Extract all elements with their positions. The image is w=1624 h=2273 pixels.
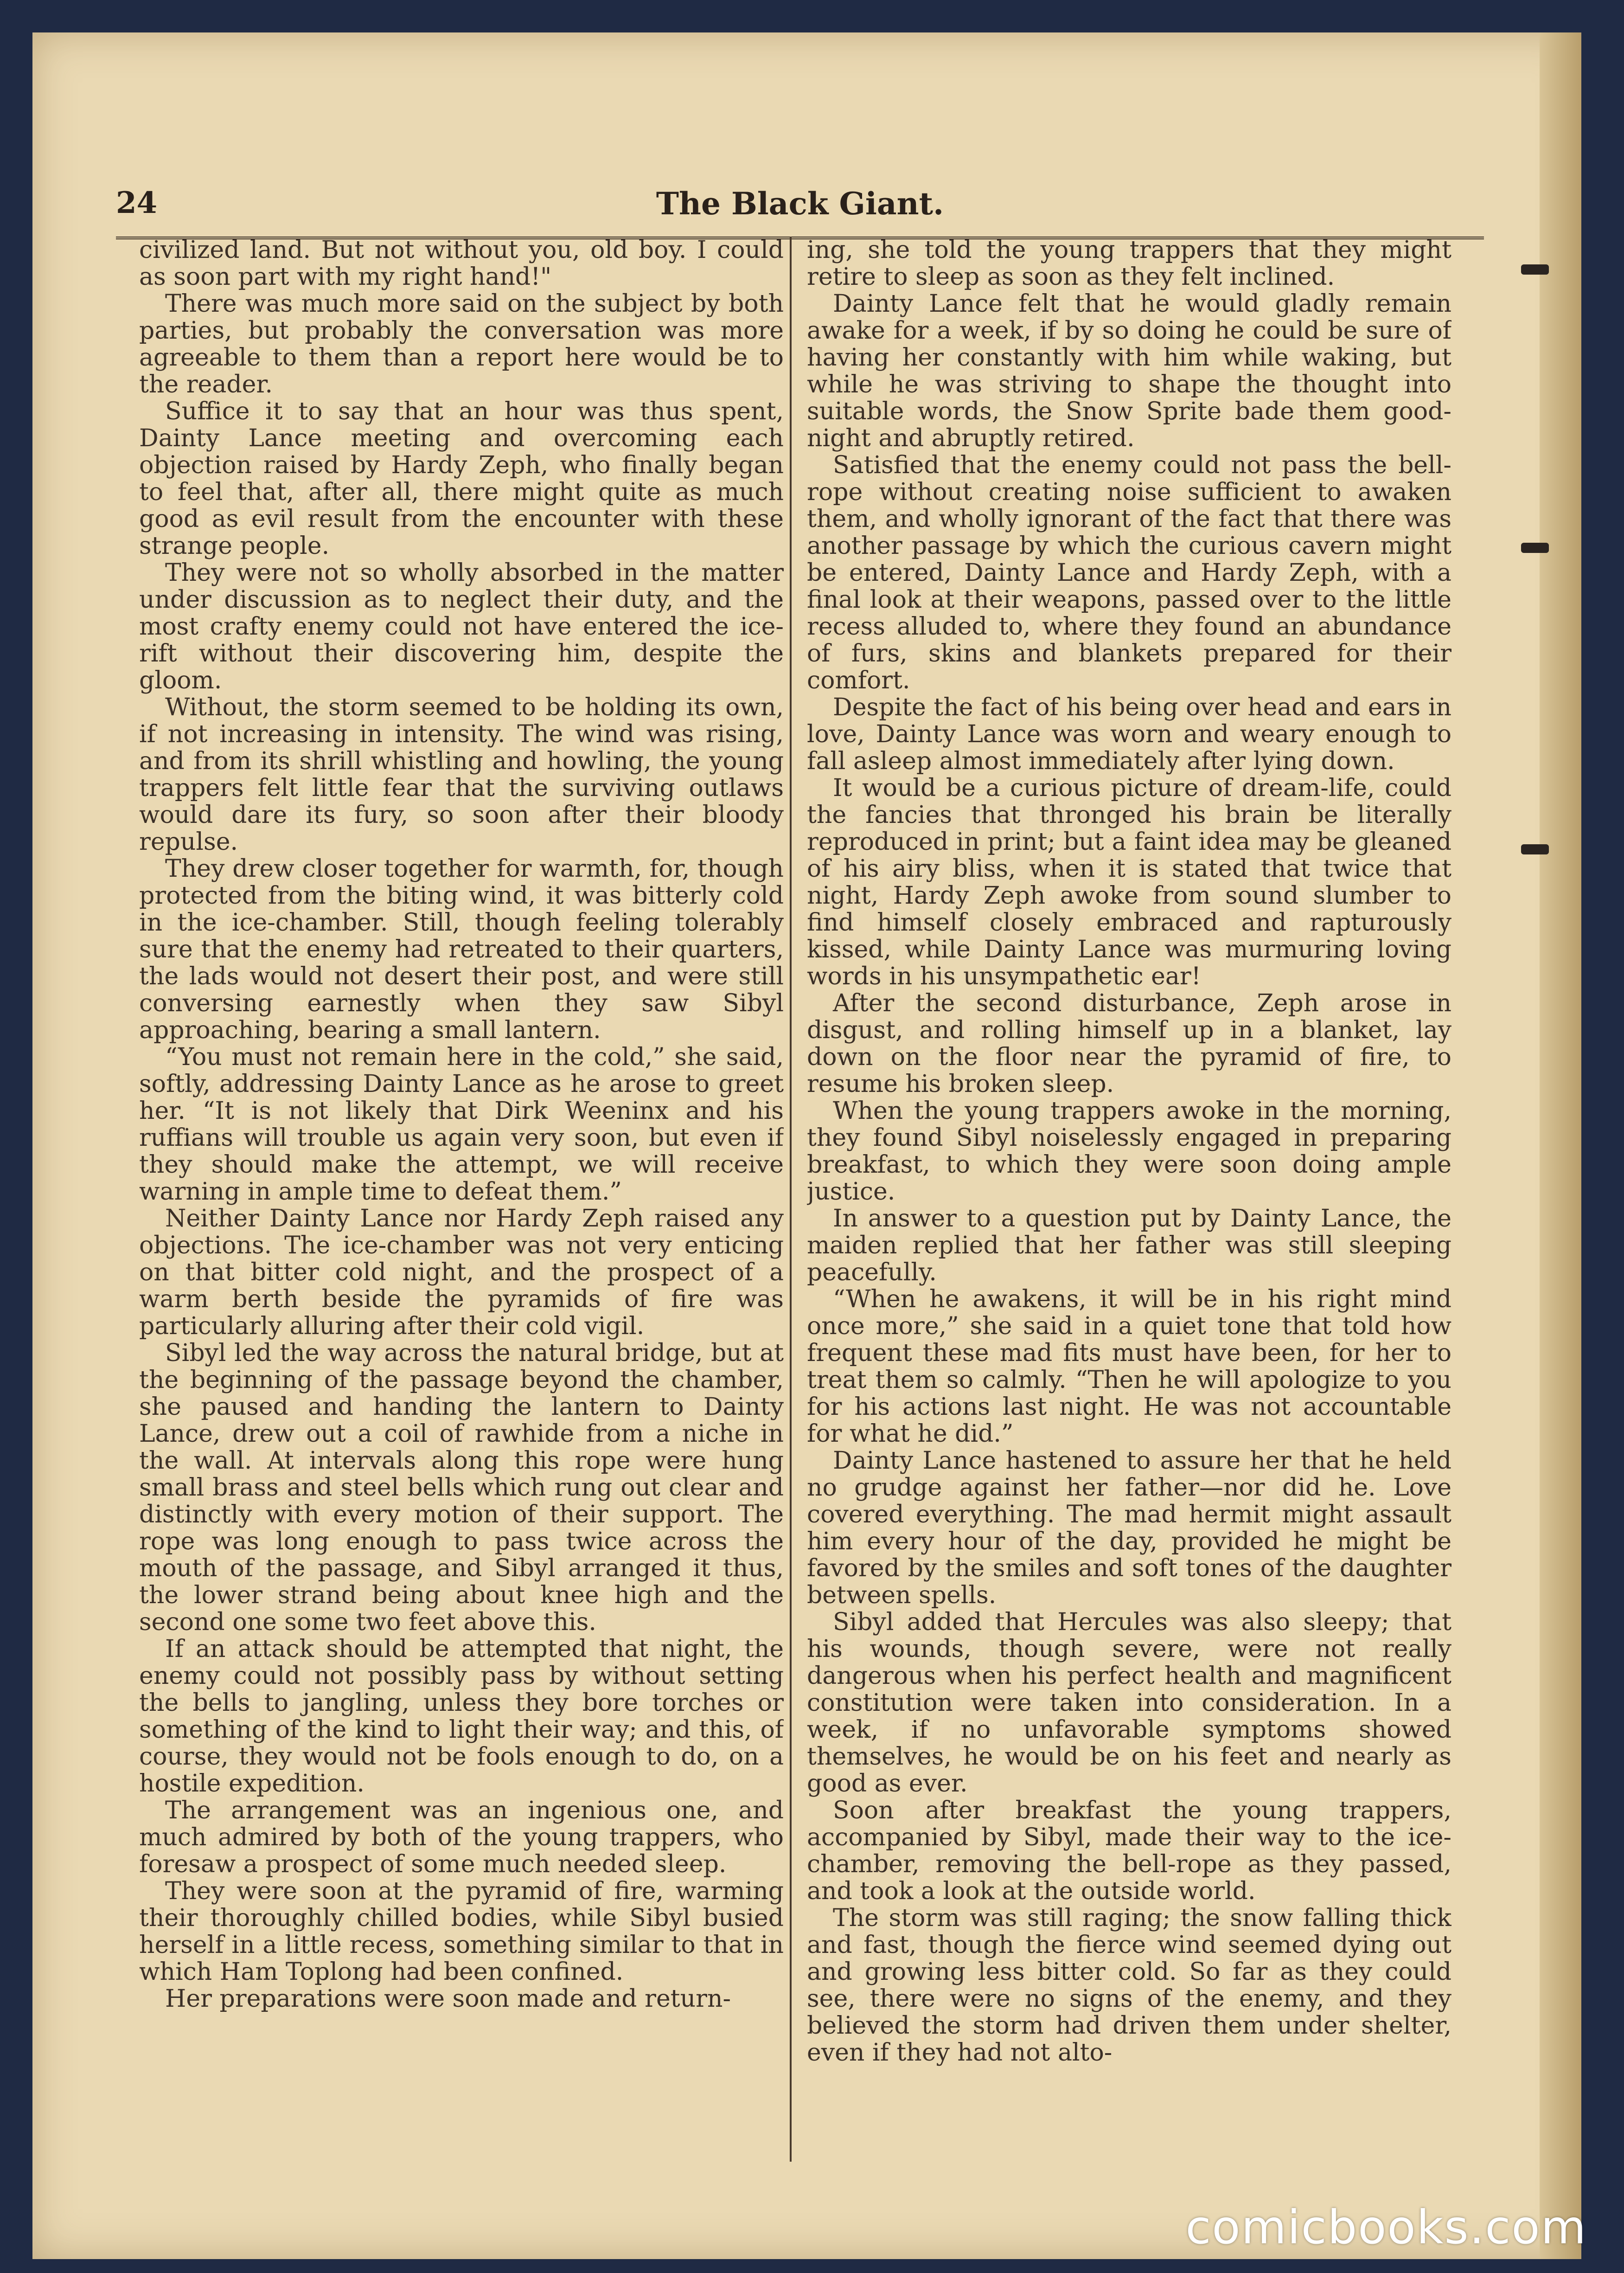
paragraph: When the young trappers awoke in the morning, they found Sibyl noiselessly engaged in preparing breakfast, to which they were soon doing ample justice. [807,1097,1451,1206]
paragraph: They drew closer together for warmth, for, though protected from the biting wind, it was bitterly cold in the ice-chamber. Still, though feeling tolerably sure that the enemy had retreated to their quarters, the lads would not desert their post, and were still conversing earnestly when they saw Sibyl approaching, bearing a small lantern. [139,855,784,1044]
running-header [116,186,1484,239]
page-spine [1540,32,1581,2259]
paragraph: They were soon at the pyramid of fire, warming their thoroughly chilled bodies, while Sibyl busied herself in a little recess, something similar to that in which Ham Toplong had been confined. [139,1877,784,1986]
paragraph: ing, she told the young trappers that they might retire to sleep as soon as they felt inclined. [807,237,1451,291]
left-column [139,237,784,2162]
binding-stitch [1521,264,1549,275]
paragraph: In answer to a question put by Dainty Lance, the maiden replied that her father was still sleeping peacefully. [807,1205,1451,1286]
paragraph: Dainty Lance hastened to assure her that he held no grudge against her father—nor did he. Love covered everything. The mad hermit might assault him every hour of the day, provided he might be favored by the smiles and soft tones of the daughter between spells. [807,1447,1451,1609]
paragraph: civilized land. But not without you, old boy. I could as soon part with my right hand!" [139,237,784,291]
paragraph: If an attack should be attempted that night, the enemy could not possibly pass by without setting the bells to jangling, unless they bore torches or something of the kind to light their way; and this, of course, they would not be fools enough to do, on a hostile expedition. [139,1635,784,1798]
paragraph: The storm was still raging; the snow falling thick and fast, though the fierce wind seemed dying out and growing less bitter cold. So far as they could see, there were no signs of the enemy, and they believed the storm had driven them under shelter, even if they had not alto- [807,1904,1451,2067]
site-watermark: comicbooks.com [1185,2200,1587,2254]
paragraph: After the second disturbance, Zeph arose in disgust, and rolling himself up in a blanket, lay down on the floor near the pyramid of fire, to resume his broken sleep. [807,989,1451,1098]
paragraph: Dainty Lance felt that he would gladly remain awake for a week, if by so doing he could be sure of having her constantly with him while waking, but while he was striving to shape the thought into suitable words, the Snow Sprite bade them good-night and abruptly retired. [807,290,1451,452]
column-divider [790,237,792,2162]
paragraph: Soon after breakfast the young trappers, accompanied by Sibyl, made their way to the ice-chamber, removing the bell-rope as they passed, and took a look at the outside world. [807,1797,1451,1905]
paragraph: The arrangement was an ingenious one, and much admired by both of the young trappers, who foresaw a prospect of some much needed sleep. [139,1797,784,1878]
paragraph: Suffice it to say that an hour was thus spent, Dainty Lance meeting and overcoming each objection raised by Hardy Zeph, who finally began to feel that, after all, there might quite as much good as evil result from the encounter with these strange people. [139,398,784,560]
paragraph: Satisfied that the enemy could not pass the bell-rope without creating noise sufficient to awaken them, and wholly ignorant of the fact that there was another passage by which the curious cavern might be entered, Dainty Lance and Hardy Zeph, with a final look at their weapons, passed over to the little recess alluded to, where they found an abundance of furs, skins and blankets prepared for their comfort. [807,451,1451,694]
paragraph: Neither Dainty Lance nor Hardy Zeph raised any objections. The ice-chamber was not very enticing on that bitter cold night, and the prospect of a warm berth beside the pyramids of fire was particularly alluring after their cold vigil. [139,1205,784,1340]
paragraph: They were not so wholly absorbed in the matter under discussion as to neglect their duty, and the most crafty enemy could not have entered the ice-rift without their discovering him, despite the gloom. [139,559,784,694]
paragraph: “When he awakens, it will be in his right mind once more,” she said in a quiet tone that told how frequent these mad fits must have been, for her to treat them so calmly. “Then he will apologize to you for his actions last night. He was not accountable for what he did.” [807,1285,1451,1448]
paragraph: There was much more said on the subject by both parties, but probably the conversation was more agreeable to them than a report here would be to the reader. [139,290,784,398]
paragraph: Sibyl added that Hercules was also sleepy; that his wounds, though severe, were not really dangerous when his perfect health and magnificent constitution were taken into consideration. In a week, if no unfavorable symptoms showed themselves, he would be on his feet and nearly as good as ever. [807,1608,1451,1798]
binding-stitch [1521,844,1549,854]
binding-stitch [1521,543,1549,553]
page-number: 24 [116,186,158,220]
paragraph: Without, the storm seemed to be holding its own, if not increasing in intensity. The wind was rising, and from its shrill whistling and howling, the young trappers felt little fear that the surviving outlaws would dare its fury, so soon after their bloody repulse. [139,693,784,856]
running-title: The Black Giant. [656,186,944,222]
paragraph: It would be a curious picture of dream-life, could the fancies that thronged his brain be literally reproduced in print; but a faint idea may be gleaned of his airy bliss, when it is stated that twice that night, Hardy Zeph awoke from sound slumber to find himself closely embraced and rapturously kissed, while Dainty Lance was murmuring loving words in his unsympathetic ear! [807,774,1451,990]
paragraph: Sibyl led the way across the natural bridge, but at the beginning of the passage beyond the chamber, she paused and handing the lantern to Dainty Lance, drew out a coil of rawhide from a niche in the wall. At intervals along this rope were hung small brass and steel bells which rung out clear and distinctly with every motion of their support. The rope was long enough to pass twice across the mouth of the passage, and Sibyl arranged it thus, the lower strand being about knee high and the second one some two feet above this. [139,1339,784,1636]
paragraph: Her preparations were soon made and return- [165,1985,731,2013]
paragraph: “You must not remain here in the cold,” she said, softly, addressing Dainty Lance as he arose to greet her. “It is not likely that Dirk Weeninx and his ruffians will trouble us again very soon, but even if they should make the attempt, we will receive warning in ample time to defeat them.” [139,1043,784,1206]
paragraph: Despite the fact of his being over head and ears in love, Dainty Lance was worn and weary enough to fall asleep almost immediately after lying down. [807,693,1451,775]
right-column [807,237,1451,2162]
